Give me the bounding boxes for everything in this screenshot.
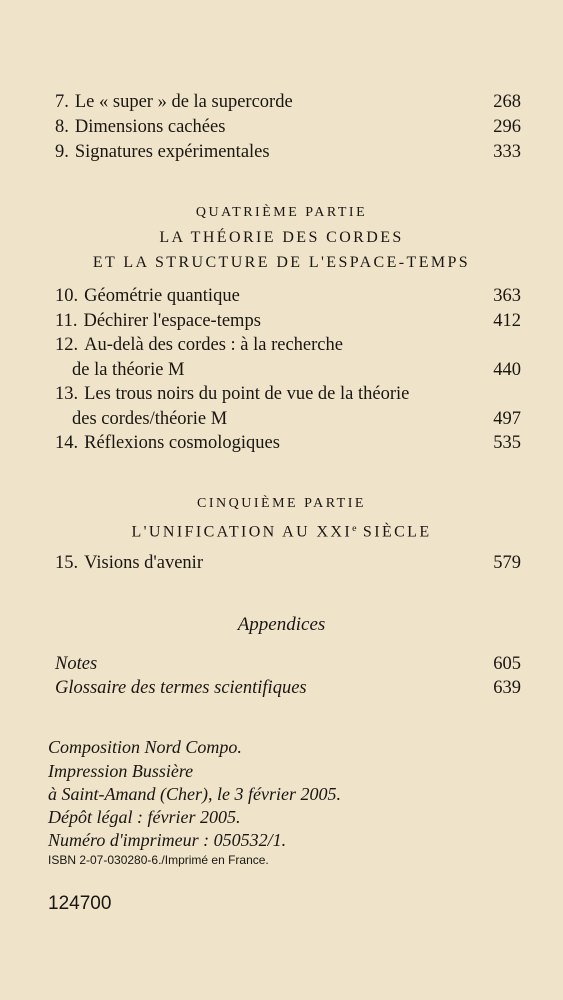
- chapter-number: 13.: [55, 384, 79, 404]
- page-number: 535: [493, 433, 521, 453]
- imprint-line-composition: Composition Nord Compo.: [48, 737, 242, 757]
- chapter-title: Visions d'avenir: [84, 553, 203, 573]
- chapter-title: Signatures expérimentales: [74, 142, 270, 162]
- part5-label: CINQUIÈME PARTIE: [197, 496, 366, 511]
- toc-entry-7: [55, 90, 521, 114]
- toc-entry-9: [55, 140, 521, 164]
- toc-entry-13: [55, 382, 521, 406]
- chapter-number: 12.: [55, 335, 79, 355]
- chapter-title: Géométrie quantique: [84, 286, 240, 306]
- toc-entry-15: [55, 551, 521, 575]
- page-number: 363: [493, 286, 521, 306]
- toc-entry-11: [55, 309, 521, 333]
- part5-title: [0, 518, 563, 543]
- page-number: 497: [493, 409, 521, 429]
- page-number: 440: [493, 360, 521, 380]
- appendix-title: Notes: [55, 654, 98, 674]
- imprint-line-printer-number: Numéro d'imprimeur : 050532/1.: [48, 830, 287, 850]
- chapter-title-continued: de la théorie M: [72, 360, 185, 380]
- chapter-title: Au-delà des cordes : à la recherche: [84, 335, 343, 355]
- chapter-title: Déchirer l'espace-temps: [83, 311, 261, 331]
- toc-entry-notes: [55, 652, 521, 676]
- chapter-title: Réflexions cosmologiques: [84, 433, 280, 453]
- part5-title-superscript: e: [352, 523, 357, 534]
- chapter-number: 15.: [55, 553, 79, 573]
- chapter-number: 11.: [55, 311, 78, 331]
- toc-entry-8: [55, 115, 521, 139]
- chapter-number: 14.: [55, 433, 79, 453]
- isbn-line: ISBN 2-07-030280-6./Imprimé en France.: [48, 853, 269, 867]
- toc-entry-12-cont: [72, 358, 521, 382]
- appendix-title: Glossaire des termes scientifiques: [55, 678, 307, 698]
- chapter-title: Le « super » de la supercorde: [74, 92, 293, 112]
- toc-entry-12: [55, 333, 521, 357]
- toc-entry-13-cont: [72, 407, 521, 431]
- chapter-number: 9.: [55, 142, 69, 162]
- page-number: 333: [493, 142, 521, 162]
- chapter-number: 7.: [55, 92, 69, 112]
- part4-title-line1: LA THÉORIE DES CORDES: [159, 229, 404, 246]
- chapter-title-continued: des cordes/théorie M: [72, 409, 228, 429]
- page-number: 605: [493, 654, 521, 674]
- toc-entry-14: [55, 431, 521, 455]
- catalog-code: 124700: [48, 893, 112, 914]
- part4-title-line2: ET LA STRUCTURE DE L'ESPACE-TEMPS: [92, 254, 471, 271]
- chapter-title: Dimensions cachées: [74, 117, 226, 137]
- appendices-heading: Appendices: [237, 614, 326, 635]
- part5-title-end: SIÈCLE: [356, 523, 432, 541]
- part5-title-main: L'UNIFICATION AU XXI: [131, 523, 353, 541]
- page-number: 639: [493, 678, 521, 698]
- chapter-number: 8.: [55, 117, 69, 137]
- page-number: 268: [493, 92, 521, 112]
- imprint-line-legal-deposit: Dépôt légal : février 2005.: [48, 807, 241, 827]
- chapter-title: Les trous noirs du point de vue de la théorie: [84, 384, 410, 404]
- page-number: 579: [493, 553, 521, 573]
- imprint-line-printing: Impression Bussière: [48, 761, 194, 781]
- page-number: 296: [493, 117, 521, 137]
- imprint-line-location: à Saint-Amand (Cher), le 3 février 2005.: [48, 784, 341, 804]
- page-number: 412: [493, 311, 521, 331]
- toc-entry-10: [55, 284, 521, 308]
- toc-entry-glossary: [55, 676, 521, 700]
- part4-label: QUATRIÈME PARTIE: [195, 205, 368, 220]
- chapter-number: 10.: [55, 286, 79, 306]
